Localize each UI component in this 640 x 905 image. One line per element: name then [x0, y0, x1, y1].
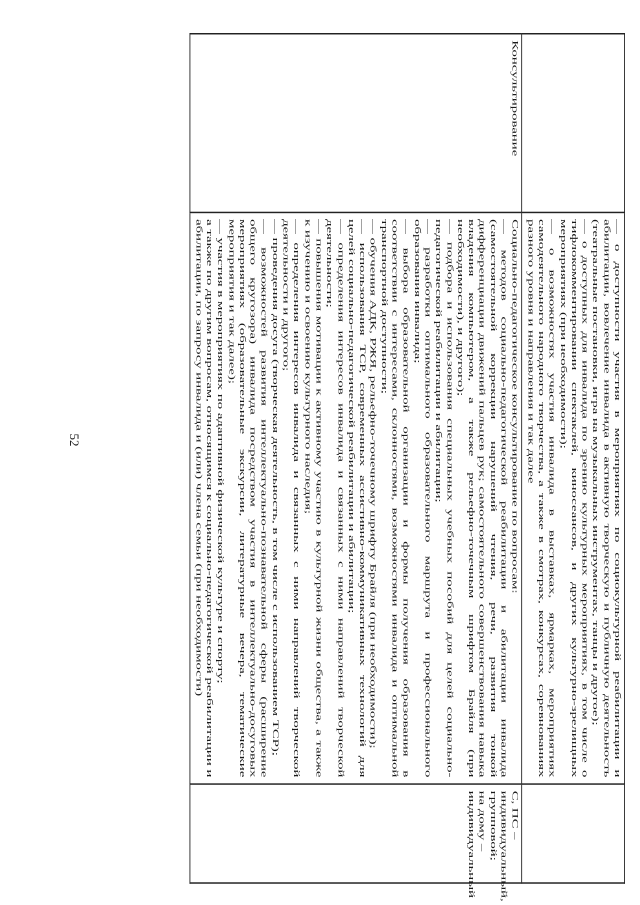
page-number: 52	[67, 433, 82, 447]
list-item: — разработки оптимального образовательного маршрута и профессионального образования инвалида;	[411, 219, 433, 778]
list-item: а также по другим вопросам, относящимся к социально-педагогической реабилитации и абилитации, по запросу инвалида и (или) члена семьи (при необходимости)	[193, 219, 215, 778]
table-row	[190, 34, 522, 883]
list-item: — о доступности участия в мероприятиях по социокультурной реабилитации и абилитации, вовлечение инвалида в активную творческую и публичную деятельность (театральные постановки, игра на музыкальных инструментах, танцы и другое);	[590, 219, 623, 778]
list-item: — выбора образовательной организации и формы получения образования в соответствии с интересами, склонностями, возможностями инвалида и оптимальной транспортной доступности;	[379, 219, 411, 778]
rotated-table-block	[190, 33, 625, 902]
rehabilitation-table	[190, 33, 625, 902]
category-cell: Консультирование	[190, 34, 522, 213]
list-item: — использования ТСР, современных ассистивно-коммуникативных технологий для целей социально-педагогической реабилитации и абилитации;	[346, 219, 368, 778]
list-item: — определения интересов инвалида и связанных с ними направлений творческой деятельности и другого;	[280, 219, 302, 778]
list-item: — подбора и использования специальных учебных пособий для целей социально-педагогической реабилитации и абилитации;	[433, 219, 455, 778]
content-cell	[522, 212, 625, 784]
list-item: — о доступных для инвалида по зрению культурных мероприятиях, в том числе о тифлокомментировании спектаклей, киносеансов, и других культурно-зрелищных мероприятиях (при необходимости);	[558, 219, 590, 778]
list-item: — обучения АДК, РЖЯ, рельефно-точечному шрифту Брайля (при необходимости);	[368, 219, 378, 749]
form-cell: С, ПС – индивидуальный, групповой; на дому – индивидуальный	[190, 784, 522, 883]
list-item: — проведения досуга (творческая деятельность, в том числе с использованием ТСР);	[270, 219, 280, 756]
table-row	[522, 34, 625, 883]
content-cell	[190, 212, 522, 784]
list-item: — определения интересов инвалида и связанных с ними направлений творческой деятельности;	[324, 219, 346, 778]
list-item: — участия в мероприятиях по адаптивной физической культуре и спорту;	[215, 219, 226, 684]
list-item: — повышения мотивации к активному участию в культурной жизни общества, а также к изучению и освоению культурного наследия;	[302, 219, 324, 778]
list-item: Социально-педагогическое консультирование по вопросам:	[509, 219, 520, 594]
form-cell	[522, 784, 625, 883]
list-item: — о возможностях участия инвалида в выставках, ярмарках, мероприятиях самодеятельного народного творчества, а также в смотрах, конкурсах, соревнованиях разного уровня и направления и так далее	[525, 219, 557, 778]
list-item: — методов социально-педагогической реабилитации и абилитации инвалида (самостоятельной коррекции нарушений чтения, речи, развития тонкой дифференциации движений пальцев рук; самостоятельного совершенствования навыка владения компьютером, а также рельефно-точечным шрифтом Брайля (при необходимости), и другого);	[455, 219, 509, 778]
category-cell	[522, 34, 625, 213]
list-item: — возможностей развития интеллектуально-познавательной сферы (расширение общего кругозора) инвалида посредством участия в интеллектуально-досуговых мероприятиях (образовательные экскурсии, литературные вечера, тематические мероприятия и так далее);	[226, 219, 269, 778]
